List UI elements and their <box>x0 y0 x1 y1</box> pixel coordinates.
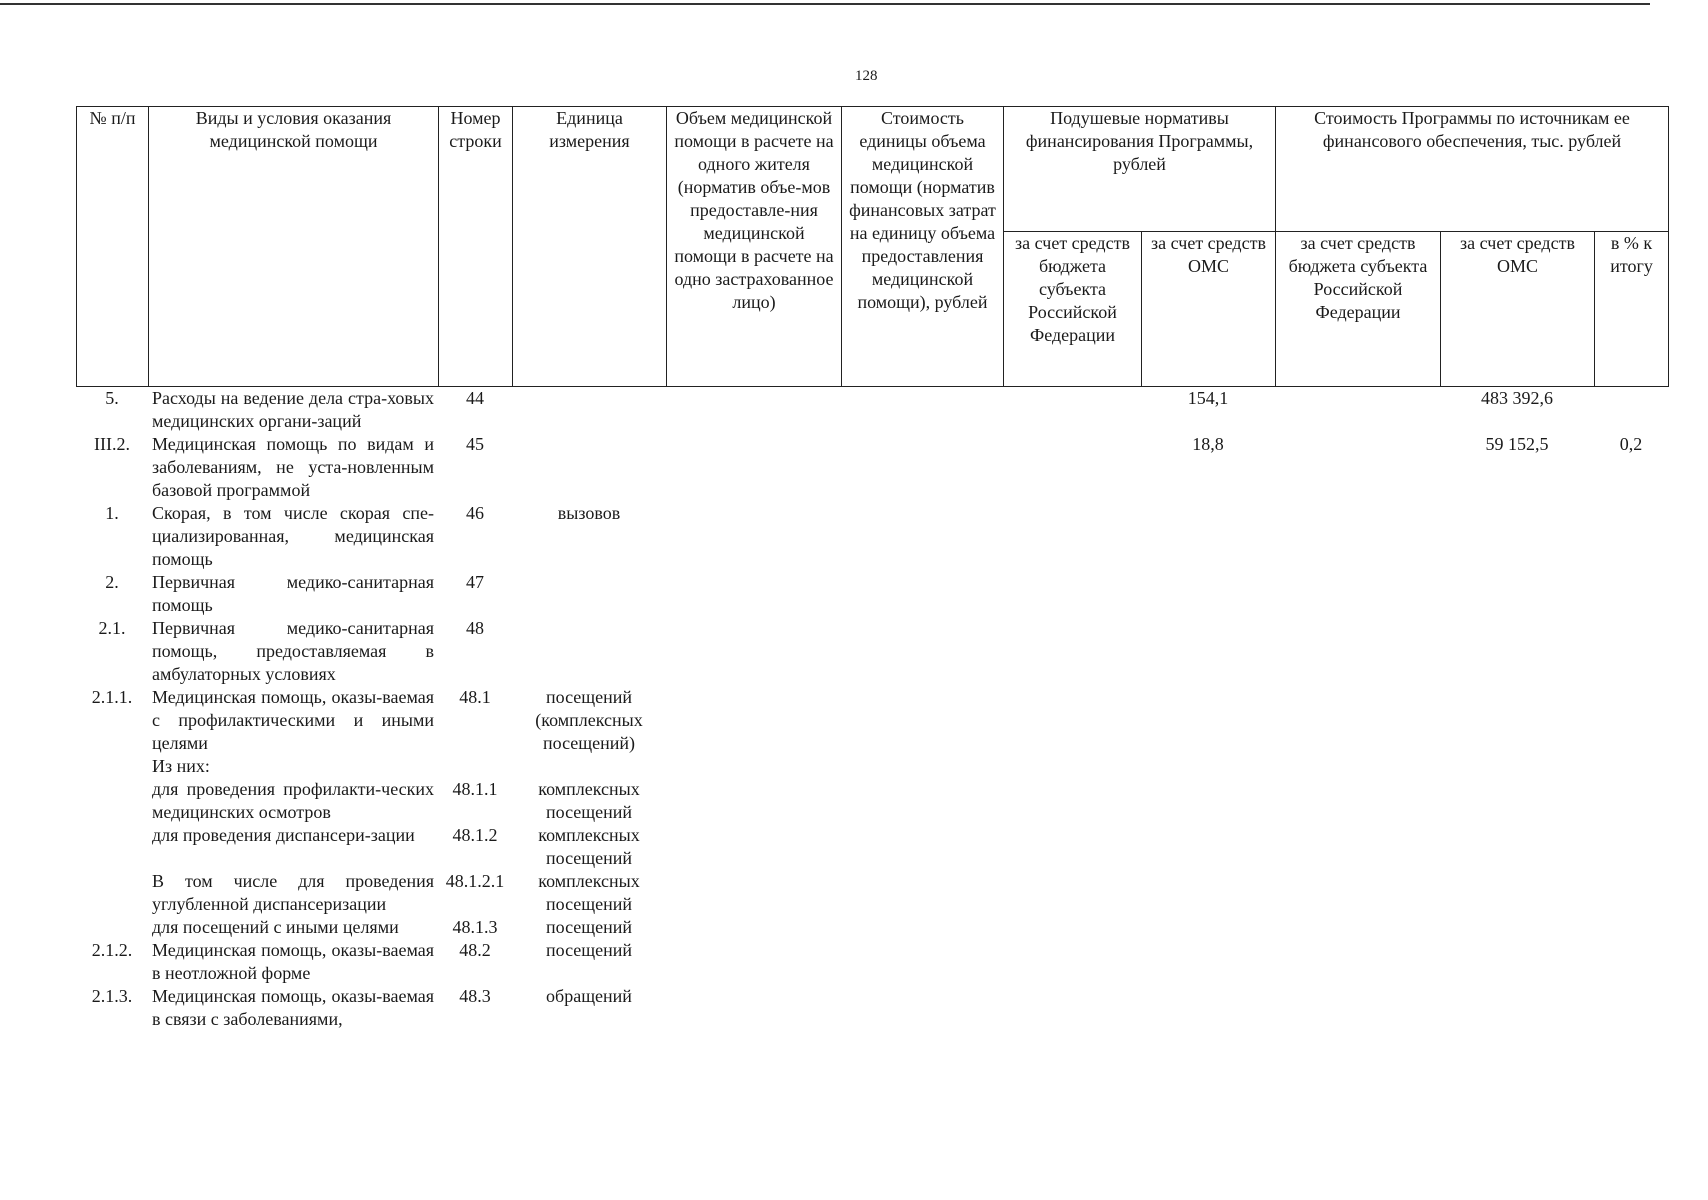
row-unit <box>512 617 666 686</box>
row-percent <box>1594 985 1668 1031</box>
table-row <box>76 778 1668 824</box>
row-unit: вызовов <box>557 503 621 523</box>
row-cost-budget <box>1275 617 1440 686</box>
row-cost-budget <box>1275 916 1440 939</box>
row-line-number: 44 <box>466 388 484 408</box>
row-number <box>76 916 148 939</box>
row-pc-budget <box>1003 778 1141 824</box>
row-cost-oms <box>1440 985 1594 1031</box>
row-cost-oms <box>1440 686 1594 755</box>
row-number <box>76 755 148 778</box>
row-unit: посещений <box>545 940 633 960</box>
table-body <box>76 387 1668 1031</box>
row-unit: комплексных посещений <box>538 779 640 822</box>
row-volume <box>666 916 841 939</box>
table-row <box>76 939 1668 985</box>
row-pc-budget <box>1003 824 1141 870</box>
table-row <box>76 824 1668 870</box>
row-pc-budget <box>1003 985 1141 1031</box>
row-percent <box>1594 502 1668 571</box>
row-unit-cost <box>841 686 1003 755</box>
row-unit-cost <box>841 939 1003 985</box>
row-pc-oms <box>1141 870 1275 916</box>
row-number: 2.1.1. <box>91 687 133 707</box>
table-row <box>76 686 1668 755</box>
row-cost-budget <box>1275 870 1440 916</box>
row-pc-budget <box>1003 617 1141 686</box>
row-percent <box>1594 824 1668 870</box>
row-pc-budget <box>1003 433 1141 502</box>
table-header <box>76 106 1669 387</box>
header-num: № п/п <box>77 107 149 387</box>
row-line-number: 48.1 <box>459 687 491 707</box>
row-pc-oms <box>1141 778 1275 824</box>
row-pc-budget <box>1003 387 1141 433</box>
row-unit-cost <box>841 870 1003 916</box>
row-name: Медицинская помощь, оказы-ваемая в неотложной форме <box>152 940 434 983</box>
table-row <box>76 571 1668 617</box>
row-pc-oms <box>1141 985 1275 1031</box>
row-percent: 0,2 <box>1619 434 1643 454</box>
table-row <box>76 387 1668 433</box>
row-pc-oms <box>1141 502 1275 571</box>
row-name: для посещений с иными целями <box>152 917 399 937</box>
row-number <box>76 824 148 870</box>
row-name: для проведения диспансери-зации <box>152 825 415 845</box>
row-pc-oms <box>1141 617 1275 686</box>
row-cost-oms <box>1440 502 1594 571</box>
row-pc-budget <box>1003 502 1141 571</box>
row-volume <box>666 939 841 985</box>
row-unit <box>512 433 666 502</box>
row-volume <box>666 985 841 1031</box>
row-name: Из них: <box>152 756 210 776</box>
row-unit: комплексных посещений <box>538 871 640 914</box>
table-rows <box>76 387 1668 1031</box>
row-cost-oms <box>1440 870 1594 916</box>
row-pc-budget <box>1003 755 1141 778</box>
row-volume <box>666 870 841 916</box>
row-pc-oms: 18,8 <box>1192 434 1224 454</box>
row-pc-budget <box>1003 686 1141 755</box>
row-number: 1. <box>105 503 119 523</box>
row-volume <box>666 778 841 824</box>
row-cost-oms <box>1440 916 1594 939</box>
row-number: 2.1.3. <box>91 986 133 1006</box>
row-cost-budget <box>1275 502 1440 571</box>
row-cost-oms <box>1440 755 1594 778</box>
row-cost-oms <box>1440 939 1594 985</box>
row-pc-oms: 154,1 <box>1187 388 1229 408</box>
row-unit: обращений <box>546 986 632 1006</box>
row-number <box>76 870 148 916</box>
row-cost-oms: 59 152,5 <box>1485 434 1549 454</box>
row-pc-oms <box>1141 686 1275 755</box>
row-pc-budget <box>1003 571 1141 617</box>
row-volume <box>666 824 841 870</box>
row-cost-oms <box>1440 571 1594 617</box>
row-percent <box>1594 939 1668 985</box>
row-line-number: 48.1.2 <box>452 825 498 845</box>
row-cost-oms <box>1440 824 1594 870</box>
row-unit-cost <box>841 387 1003 433</box>
row-name: В том числе для проведения углубленной диспансеризации <box>152 871 434 914</box>
row-name: Первичная медико-санитарная помощь, предоставляемая в амбулаторных условиях <box>152 618 434 684</box>
row-percent <box>1594 916 1668 939</box>
table-row <box>76 617 1668 686</box>
row-unit: комплексных посещений <box>538 825 640 868</box>
row-number: 2. <box>105 572 119 592</box>
row-pc-oms <box>1141 939 1275 985</box>
row-line-number: 46 <box>466 503 484 523</box>
header-pc-oms: за счет средств ОМС <box>1142 232 1276 387</box>
row-unit-cost <box>841 433 1003 502</box>
row-cost-budget <box>1275 939 1440 985</box>
row-percent <box>1594 686 1668 755</box>
row-percent <box>1594 387 1668 433</box>
row-line-number: 48.3 <box>459 986 491 1006</box>
top-rule <box>0 3 1650 5</box>
row-volume <box>666 502 841 571</box>
row-volume <box>666 571 841 617</box>
row-percent <box>1594 755 1668 778</box>
row-percent <box>1594 778 1668 824</box>
row-volume <box>666 387 841 433</box>
row-line-number <box>438 755 512 778</box>
row-unit-cost <box>841 985 1003 1031</box>
row-cost-oms <box>1440 617 1594 686</box>
header-volume: Объем медицинской помощи в расчете на одного жителя (норматив объе-мов предоставле-ния медицинской помощи в расчете на одно застрахованное лицо) <box>667 107 842 387</box>
row-pc-budget <box>1003 870 1141 916</box>
row-percent <box>1594 617 1668 686</box>
header-unit: Единица измерения <box>513 107 667 387</box>
row-cost-oms <box>1440 778 1594 824</box>
row-cost-budget <box>1275 755 1440 778</box>
header-percent: в % к итогу <box>1595 232 1669 387</box>
row-volume <box>666 433 841 502</box>
row-number: 2.1. <box>98 618 126 638</box>
row-name: Медицинская помощь, оказы-ваемая в связи с заболеваниями, <box>152 986 434 1029</box>
page-number: 128 <box>855 68 878 84</box>
header-cost: Стоимость единицы объема медицинской помощи (норматив финансовых затрат на единицу объема предоставления медицинской помощи), рублей <box>842 107 1004 387</box>
header-cost-oms: за счет средств ОМС <box>1441 232 1595 387</box>
row-cost-budget <box>1275 433 1440 502</box>
row-unit <box>512 387 666 433</box>
table-sheet <box>76 106 1668 1031</box>
row-unit: посещений (комплексных посещений) <box>535 687 643 753</box>
row-number: 5. <box>105 388 119 408</box>
row-pc-oms <box>1141 755 1275 778</box>
table-row <box>76 870 1668 916</box>
row-line-number: 45 <box>466 434 484 454</box>
row-volume <box>666 617 841 686</box>
row-cost-budget <box>1275 778 1440 824</box>
row-cost-budget <box>1275 686 1440 755</box>
row-pc-oms <box>1141 824 1275 870</box>
header-line: Номер строки <box>439 107 513 387</box>
row-unit <box>512 571 666 617</box>
table-row <box>76 916 1668 939</box>
row-number: 2.1.2. <box>91 940 133 960</box>
row-pc-oms <box>1141 916 1275 939</box>
header-program-cost-group: Стоимость Программы по источникам ее финансового обеспечения, тыс. рублей <box>1276 107 1669 232</box>
header-pc-budget: за счет средств бюджета субъекта Российской Федерации <box>1004 232 1142 387</box>
row-line-number: 48.1.2.1 <box>445 871 505 891</box>
header-cost-budget: за счет средств бюджета субъекта Российской Федерации <box>1276 232 1441 387</box>
row-number: III.2. <box>94 434 130 454</box>
row-pc-budget <box>1003 916 1141 939</box>
row-name: Скорая, в том числе скорая спе-циализированная, медицинская помощь <box>152 503 434 569</box>
header-per-capita-group: Подушевые нормативы финансирования Программы, рублей <box>1004 107 1276 232</box>
row-name: Расходы на ведение дела стра-ховых медицинских органи-заций <box>152 388 434 431</box>
row-name: Первичная медико-санитарная помощь <box>152 572 434 615</box>
row-unit-cost <box>841 617 1003 686</box>
row-unit-cost <box>841 824 1003 870</box>
row-line-number: 48.2 <box>459 940 491 960</box>
row-number <box>76 778 148 824</box>
row-unit-cost <box>841 502 1003 571</box>
row-unit-cost <box>841 755 1003 778</box>
row-unit: посещений <box>545 917 633 937</box>
row-unit-cost <box>841 916 1003 939</box>
row-percent <box>1594 571 1668 617</box>
row-cost-budget <box>1275 985 1440 1031</box>
row-unit-cost <box>841 571 1003 617</box>
row-pc-budget <box>1003 939 1141 985</box>
row-cost-budget <box>1275 571 1440 617</box>
row-cost-budget <box>1275 387 1440 433</box>
table-row <box>76 755 1668 778</box>
row-line-number: 48.1.1 <box>452 779 498 799</box>
row-name: Медицинская помощь по видам и заболеваниям, не уста-новленным базовой программой <box>152 434 434 500</box>
row-percent <box>1594 870 1668 916</box>
row-line-number: 47 <box>466 572 484 592</box>
row-unit <box>512 755 666 778</box>
row-cost-budget <box>1275 824 1440 870</box>
table-row <box>76 985 1668 1031</box>
table-row <box>76 433 1668 502</box>
table-row <box>76 502 1668 571</box>
row-volume <box>666 755 841 778</box>
row-volume <box>666 686 841 755</box>
row-line-number: 48.1.3 <box>452 917 498 937</box>
header-name: Виды и условия оказания медицинской помощи <box>149 107 439 387</box>
row-line-number: 48 <box>466 618 484 638</box>
row-unit-cost <box>841 778 1003 824</box>
row-name: для проведения профилакти-ческих медицинских осмотров <box>152 779 434 822</box>
row-name: Медицинская помощь, оказы-ваемая с профилактическими и иными целями <box>152 687 434 753</box>
row-pc-oms <box>1141 571 1275 617</box>
row-cost-oms: 483 392,6 <box>1481 388 1553 408</box>
